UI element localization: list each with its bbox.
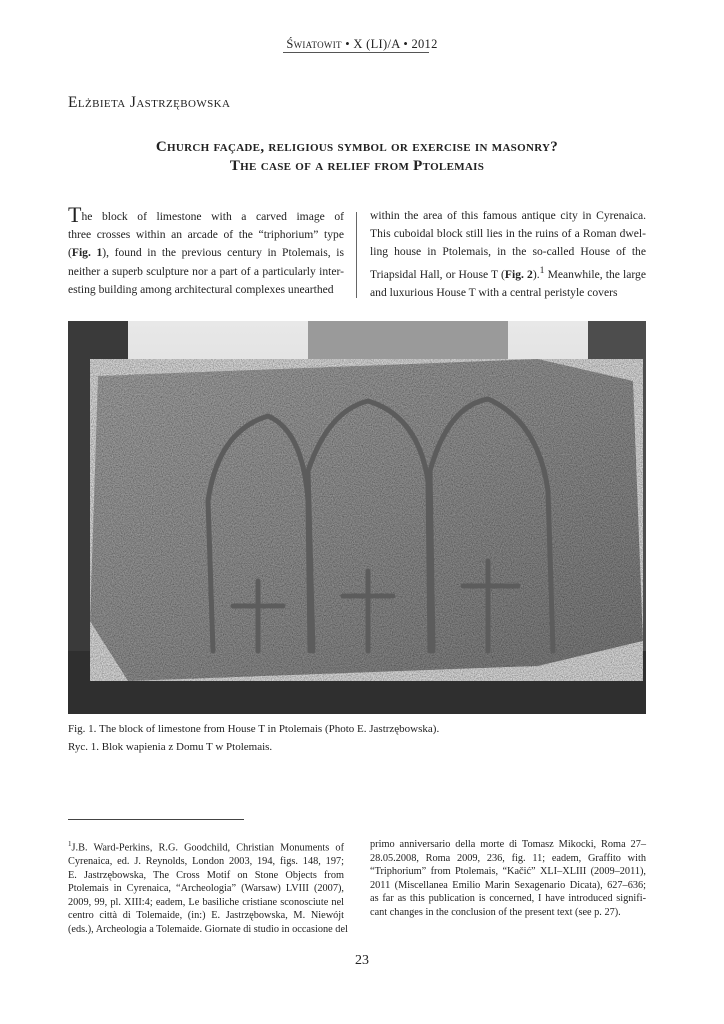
footnote-line: $^1$J.B. Ward-Perkins, R.G. Goodchild, Christian Monuments of (68, 840, 344, 854)
body-line: three crosses within an arcade of the “triphorium” type (68, 228, 344, 242)
body-line: Triapsidal Hall, or House T (Fig. 2).$^1$ Meanwhile, the large (370, 264, 646, 281)
article-title (68, 138, 646, 176)
body-line: esting building among architectural complexes unearthed (68, 282, 334, 296)
footnote-line: centro città di Tolemaide, (in:) E. Jastrzębowska, M. Niewójt (68, 910, 344, 922)
body-line: neither a superb sculpture nor a part of a particularly inter- (68, 264, 344, 278)
author-name: Elżbieta Jastrzębowska (68, 94, 231, 111)
footnote-rule (68, 819, 244, 820)
running-head (0, 37, 724, 52)
footnote-line: 28.05.2008, Roma 2009, 236, fig. 11; eadem, Graffito with (370, 852, 646, 864)
footnote-line: 2011 (Miscellanea Emilio Marin Sexagenario Dicata), 627–636; (370, 879, 646, 891)
issue: X (LI)/A (353, 37, 400, 51)
body-line: The block of limestone with a carved image of (68, 202, 344, 227)
footnote-line: (eds.), Archeologia a Tolemaide. Giornate di studio in occasione del (68, 923, 348, 935)
year: 2012 (411, 37, 438, 51)
footnote-column-right (370, 838, 646, 920)
body-line: within the area of this famous antique city in Cyrenaica. (370, 209, 646, 222)
separator: • (403, 37, 409, 51)
footnote-line: cant changes in the conclusion of the present text (see p. 27). (370, 906, 621, 918)
journal-name: Światowit (286, 37, 342, 51)
figure-reference: Fig. 1 (71, 246, 103, 260)
body-column-right (370, 207, 646, 302)
body-line: This cuboidal block still lies in the ruins of a Roman dwel- (370, 227, 646, 241)
footnote-line: “Triphorium” from Ptolemais, “Kačić” XLI–XLIII (2009–2011), (370, 866, 646, 878)
footnote-column-left (68, 838, 348, 937)
figure-reference: Fig. 2 (504, 267, 533, 281)
footnote-line: Ptolemais in Cyrenaica, “Archeologia” (Warsaw) LVIII (2007), (68, 883, 344, 895)
separator: • (345, 37, 350, 51)
page-number: 23 (355, 953, 369, 968)
body-column-left (68, 202, 344, 299)
footnote-line: Cyrenaica, ed. J. Reynolds, London 2003, 194, figs. 148, 197; (68, 856, 344, 868)
figure-caption-pl: Ryc. 1. Blok wapienia z Domu T w Ptolemais. (68, 741, 273, 753)
title-line-1: Church façade, religious symbol or exercise in masonry? (155, 139, 559, 155)
footnote-line: E. Jastrzębowska, The Cross Motif on Stone Objects from (68, 869, 344, 881)
dropcap: T (68, 202, 82, 227)
footnote-line: as far as this publication is concerned, I have introduced signifi- (370, 893, 646, 905)
column-divider (356, 212, 357, 298)
body-line: (Fig. 1), found in the previous century in Ptolemais, is (68, 246, 344, 260)
figure-caption-en: Fig. 1. The block of limestone from House T in Ptolemais (Photo E. Jastrzębowska). (68, 723, 440, 735)
title-line-2: The case of a relief from Ptolemais (229, 158, 485, 174)
footnote-line: primo anniversario della morte di Tomasz Mikocki, Roma 27– (370, 839, 646, 850)
body-line: and luxurious House T with a central peristyle covers (370, 285, 618, 299)
body-line: ling house in Ptolemais, in the so-called House of the (370, 245, 646, 259)
running-head-rule (283, 52, 429, 53)
figure-photo-limestone-block (68, 321, 646, 714)
footnote-line: 2009, 99, pl. XIII:4; eadem, Le basiliche cristiane sconosciute nel (68, 896, 344, 908)
footnote-marker: 1 (68, 840, 72, 848)
